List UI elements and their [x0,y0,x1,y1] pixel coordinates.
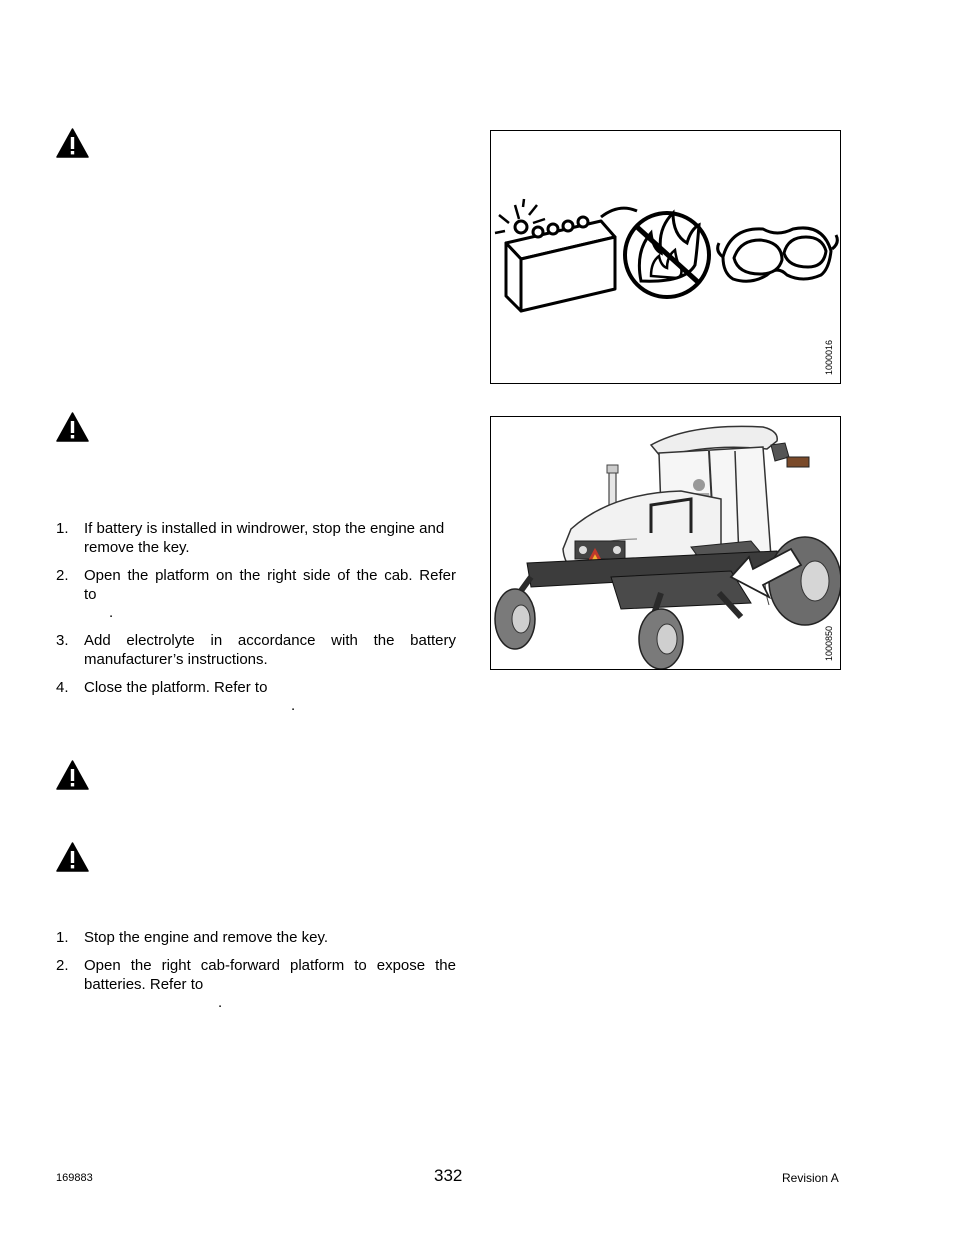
page-number: 332 [434,1166,463,1185]
step-text: If battery is installed in windrower, stop the engine and [84,520,445,537]
warning-icon [56,842,89,872]
step-text: remove the key. [84,539,190,556]
step-number: 4. [56,679,69,696]
step-number: 2. [56,957,69,974]
step-text: Open the right cab-forward platform to expose the [84,957,456,974]
windrower-figure [490,416,841,670]
document-number: 169883 [56,1172,93,1184]
battery-icon [506,208,637,311]
step-number: 1. [56,520,69,537]
reference-period: . [291,697,296,714]
step-text: batteries. Refer to [84,976,204,993]
warning-icon [56,412,89,442]
step-text: Close the platform. Refer to [84,679,268,696]
step-text: to [84,586,97,603]
figure-id: 1000016 [824,339,834,375]
safety-goggles-icon [718,228,838,281]
step-text: Open the platform on the right side of the cab. Refer [84,567,456,584]
step-text: manufacturer’s instructions. [84,651,268,668]
step-text: Stop the engine and remove the key. [84,929,329,946]
reference-period: . [109,604,114,621]
step-number: 3. [56,632,69,649]
warning-icon [56,128,89,158]
step-text: Add electrolyte in accordance with the battery [84,632,456,649]
warning-icon [56,760,89,790]
figure-id: 1000850 [824,625,834,661]
step-number: 1. [56,929,69,946]
battery-safety-illustration [491,131,840,383]
no-flame-icon [625,213,709,297]
reference-period: . [218,994,223,1011]
revision-label: Revision A [782,1171,839,1185]
step-number: 2. [56,567,69,584]
battery-safety-figure [490,130,841,384]
windrower-illustration [491,417,840,669]
